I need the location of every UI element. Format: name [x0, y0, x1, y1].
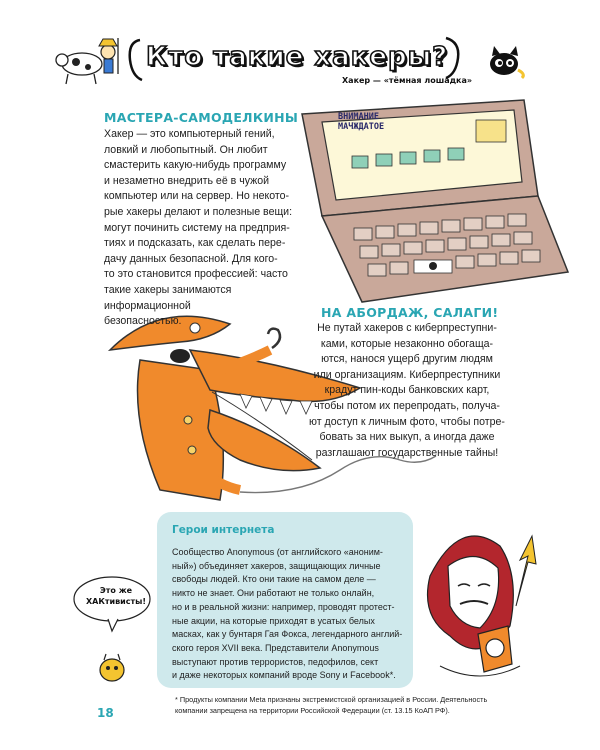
- speech-line-1: Это же: [99, 586, 133, 595]
- info-box-line: ный») объединяет хакеров, защищающих личные: [172, 560, 381, 571]
- section2-line: крадут пин-коды банковских карт,: [324, 384, 490, 397]
- info-box-line: Сообщество Anonymous (от английского «аноним-: [172, 547, 383, 557]
- page-title: Кто такие хакеры?: [146, 42, 449, 72]
- section2-line: Не путай хакеров с киберпреступни-: [317, 322, 497, 334]
- section2-paragraph: [308, 321, 506, 461]
- section1-line: дачу данных безопасной. Для кого-: [104, 252, 278, 265]
- footnote-line-2: компании запрещена на территории Российской Федерации (ст. 13.15 КоАП РФ).: [175, 706, 450, 715]
- info-box-line: выступают против террористов, педофилов, сект: [172, 656, 379, 667]
- speech-bubble-text: [80, 585, 152, 607]
- section1-line: смастерить какую-нибудь программу: [104, 159, 287, 172]
- laptop-screen-line-2: МАЧЖДАТОЕ: [338, 122, 385, 132]
- footnote-line-1: * Продукты компании Meta признаны экстремистской организацией в России. Деятельность: [175, 695, 488, 704]
- info-box-line: ского героя XVII века. Представители Anonymous: [172, 642, 379, 653]
- yellow-creature-illustration: [96, 652, 128, 686]
- black-cat-illustration: [484, 44, 528, 80]
- footnote: [175, 694, 495, 716]
- section1-line: тиях и подсказать, как сделать пере-: [104, 237, 286, 250]
- section1-line: то это становится профессией: часто: [104, 268, 288, 281]
- section1-line: компьютер или на сервер. Но некото-: [104, 190, 290, 203]
- laptop-screen-text: [338, 112, 398, 132]
- info-box-title: Герои интернета: [172, 524, 275, 536]
- dark-horse-caption: Хакер — «тёмная лошадка»: [342, 76, 473, 85]
- section2-line: бовать за них выкуп, а иногда даже: [319, 431, 495, 444]
- section2-line: разглашают государственные тайны!: [315, 446, 499, 459]
- section1-paragraph: [104, 127, 304, 330]
- title-bracket-left: [120, 36, 148, 84]
- section1-line: такие хакеры занимаются информационной: [104, 283, 232, 312]
- speech-line-2: ХАКтивисты!: [85, 597, 147, 606]
- section1-line: Хакер — это компьютерный гений,: [104, 128, 275, 140]
- cow-farmer-illustration: [52, 34, 128, 86]
- section2-line: чтобы потом их перепродать, получа-: [314, 399, 500, 412]
- info-box-text: [172, 546, 406, 683]
- section2-line: или организациям. Киберпреступники: [313, 368, 501, 381]
- info-box-line: масках, как у бунтаря Гая Фокса, легендарного англий-: [172, 629, 403, 640]
- section2-heading: НА АБОРДАЖ, САЛАГИ!: [321, 305, 499, 320]
- section2-line: ются, нанося ущерб другим людям: [321, 353, 493, 366]
- section2-line: ками, которые незаконно обогаща-: [320, 337, 494, 350]
- section1-line: ловкий и любопытный. Он любит: [104, 143, 268, 156]
- laptop-screen-line-1: ВНИМАНИЕ: [338, 112, 379, 122]
- section1-line: могут починить систему на предприя-: [104, 221, 290, 234]
- section2-line: ют доступ к личным фото, чтобы потре-: [309, 415, 505, 428]
- section1-line: безопасностью.: [104, 315, 182, 328]
- info-box-line: ные акции, на которые приходят в усатых белых: [172, 615, 375, 626]
- anonymous-mask-illustration: [420, 516, 540, 686]
- section1-heading: МАСТЕРА-САМОДЕЛКИНЫ: [104, 110, 299, 125]
- info-box-line: но и в реальной жизни: например, проводят протест-: [172, 601, 395, 612]
- section1-line: и незаметно внедрить её в чужой: [104, 174, 270, 187]
- info-box-line: и даже некоторых компаний вроде Sony и Facebook*.: [172, 670, 396, 681]
- info-box-line: никто не знает. Они работают не только онлайн,: [172, 588, 375, 599]
- info-box-line: свободы людей. Кто они такие на самом деле —: [172, 574, 376, 585]
- section1-line: рые хакеры делают и полезные вещи:: [104, 205, 293, 218]
- page-number: 18: [97, 706, 114, 720]
- laptop-illustration: [292, 96, 572, 306]
